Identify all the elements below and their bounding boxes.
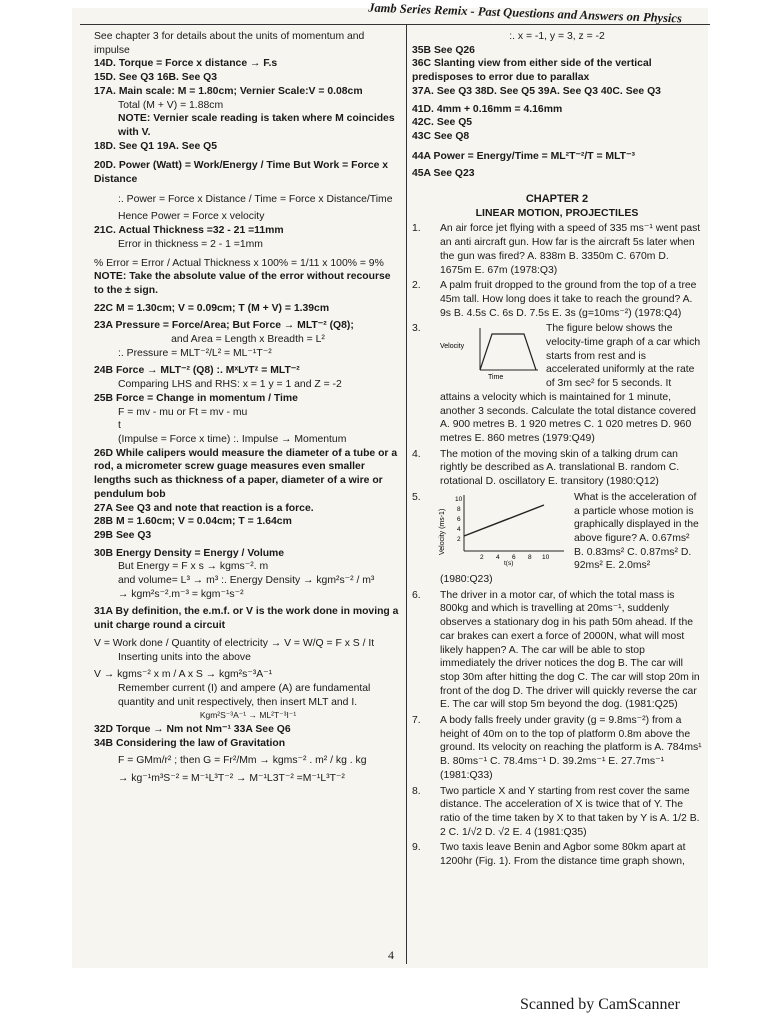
question-item: [412, 322, 702, 445]
answer-line: 35B See Q26: [412, 44, 475, 56]
answer-line: But Energy = F x s → kgms⁻². m: [118, 561, 269, 573]
fig5-ytick: 6: [457, 515, 461, 523]
question-text: Two particle X and Y starting from rest cover the same distance. The acceleration of X is twice that of Y. The ratio of the time taken by X to that taken by Y is A. 1/2 B. 2 C. 1/√2 D. √2 E. 4 (1981:Q35): [440, 785, 700, 838]
answer-line: Error in thickness = 2 - 1 =1mm: [118, 238, 263, 250]
answer-line: 36C Slanting view from either side of the vertical predisposes to error due to parallax: [412, 58, 652, 84]
answer-line: → kg⁻¹m³S⁻² = M⁻¹L³T⁻² → M⁻¹L3T⁻² =M⁻¹L³T⁻²: [118, 773, 345, 785]
answer-line: t: [118, 420, 121, 432]
velocity-graph-figure: [440, 491, 568, 565]
answer-line: (Impulse = Force x time) :. Impulse → Momentum: [118, 433, 347, 445]
question-text: An air force jet flying with a speed of 335 ms⁻¹ went past an anti aircraft gun. How far is the aircraft 5s later when the gun was fired? A. 838m B. 3350m C. 670m D. 1675m E. 67m (1978:Q3): [440, 223, 701, 276]
fig5-ytick: 2: [457, 535, 461, 543]
fig5-xtick: 10: [542, 553, 550, 561]
answer-line: 15D. See Q3 16B. See Q3: [94, 72, 218, 84]
question-number: 9.: [412, 842, 421, 854]
answer-line: 29B See Q3: [94, 529, 152, 541]
fig3-ylabel: Velocity: [440, 343, 465, 351]
question-item: [412, 279, 702, 320]
answer-line: 17A. Main scale: M = 1.80cm; Vernier Scale:V = 0.08cm: [94, 85, 363, 97]
answer-line: 20D. Power (Watt) = Work/Energy / Time But Work = Force x Distance: [94, 160, 389, 186]
question-number: 8.: [412, 785, 421, 797]
answer-line: :. x = -1, y = 3, z = -2: [509, 31, 605, 42]
question-body: [440, 322, 702, 445]
answer-line: 45A See Q23: [412, 168, 475, 180]
answer-line: Inserting units into the above: [118, 651, 251, 663]
answer-line: 21C. Actual Thickness =32 - 21 =11mm: [94, 225, 284, 237]
fig5-ytick: 4: [457, 525, 461, 533]
question-body: [440, 491, 702, 587]
question-number: 6.: [412, 589, 421, 601]
answer-line: 14D. Torque = Force x distance → F.s: [94, 58, 278, 70]
fig5-ylabel: Velocity (ms-1): [439, 508, 446, 555]
answer-line: 28B M = 1.60cm; V = 0.04cm; T = 1.64cm: [94, 516, 292, 528]
answer-line: V = Work done / Quantity of electricity → V = W/Q = F x S / It: [94, 637, 375, 649]
answer-line: 32D Torque → Nm not Nm⁻¹ 33A See Q6: [94, 724, 291, 736]
fig5-xlabel: t(s): [504, 559, 514, 567]
question-text: The figure below shows the velocity-time graph of a car which starts from rest and is accelerated uniformly at the rate of 3m sec² for 5 seconds. It attains a velocity which is maintained for 1 minute, another 3 seconds. Calculate the total distance covered A. 900 metres B. 1 920 metres C. 1 020 metres D. 960 metres E. 860 metres (1979:Q49): [440, 323, 701, 444]
header-rule: [80, 24, 710, 25]
answer-line: 25B Force = Change in momentum / Time: [94, 392, 298, 404]
question-number: 1.: [412, 223, 421, 235]
answer-line: 34B Considering the law of Gravitation: [94, 737, 286, 749]
question-number: 3.: [412, 323, 421, 335]
fig5-ytick: 10: [455, 495, 463, 503]
fig5-ytick: 8: [457, 505, 461, 513]
answer-line: 37A. See Q3 38D. See Q5 39A. See Q3 40C. See Q3: [412, 85, 661, 97]
answer-line: See chapter 3 for details about the units of momentum and impulse: [94, 31, 365, 56]
scanner-watermark: Scanned by CamScanner: [520, 996, 680, 1013]
question-item: [412, 491, 702, 587]
fig5-xtick: 4: [496, 553, 500, 561]
answer-line: F = GMm/r² ; then G = Fr²/Mm → kgms⁻² . m² / kg . kg: [118, 755, 367, 767]
answer-line: 18D. See Q1 19A. See Q5: [94, 140, 218, 152]
question-item: [412, 589, 702, 712]
answer-line: 22C M = 1.30cm; V = 0.09cm; T (M + V) = 1.39cm: [94, 302, 330, 314]
left-column: [94, 30, 402, 786]
answer-line: 27A See Q3 and note that reaction is a force.: [94, 502, 314, 514]
answer-line: Hence Power = Force x velocity: [118, 211, 265, 223]
chapter-heading: CHAPTER 2: [525, 193, 589, 206]
right-column: [412, 30, 702, 869]
answer-line: :. Power = Force x Distance / Time = Force x Distance/Time: [118, 193, 393, 205]
answer-line: F = mv - mu or Ft = mv - mu: [118, 406, 248, 418]
answer-line: V → kgms⁻² x m / A x S → kgm²s⁻³A⁻¹: [94, 669, 273, 681]
answer-line: 26D While calipers would measure the diameter of a tube or a rod, a micrometer screw guage measures even smaller lengths such as thickness of a paper, diameter of a wire or pendulum bob: [94, 447, 398, 500]
fig5-xtick: 2: [480, 553, 484, 561]
answer-line: 24B Force → MLT⁻² (Q8) :. MˣLʸTᶻ = MLT⁻²: [94, 365, 300, 377]
velocity-time-figure: [440, 322, 540, 380]
answer-line: and volume= L³ → m³ :. Energy Density → kgm²s⁻² / m³: [118, 575, 375, 587]
answer-line: :. Pressure = MLT⁻²/L² = ML⁻¹T⁻²: [118, 347, 272, 359]
answer-line: Remember current (I) and ampere (A) are fundamental quantity and unit respectively, then insert MLT and I.: [118, 682, 371, 708]
answer-line: Comparing LHS and RHS: x = 1 y = 1 and Z = -2: [118, 379, 342, 391]
answer-line: 31A By definition, the e.m.f. or V is the work done in moving a unit charge round a circuit: [94, 606, 399, 632]
fig3-xlabel: Time: [488, 374, 504, 382]
question-item: [412, 222, 702, 277]
question-number: 5.: [412, 491, 421, 503]
question-item: [412, 785, 702, 840]
question-text: The motion of the moving skin of a talking drum can rightly be described as A. translational B. random C. rotational D. oscillatory E. transitory (1980:Q12): [440, 448, 680, 488]
answer-note: NOTE: Take the absolute value of the error without recourse to the ± sign.: [94, 271, 391, 296]
question-text: Two taxis leave Benin and Agbor some 80km apart at 1200hr (Fig. 1). From the distance time graph shown,: [440, 842, 686, 868]
answer-line: % Error = Error / Actual Thickness x 100% = 1/11 x 100% = 9%: [94, 257, 384, 269]
running-header: Jamb Series Remix - Past Questions and Answers on Physics: [367, 0, 683, 26]
question-text: A body falls freely under gravity (g = 9.8ms⁻²) from a height of 40m on to the top of platform 0.8m above the ground. Its velocity on reaching the platform is A. 784ms¹ B. 80ms⁻¹ C. 78.4ms⁻¹ D. 39.2ms⁻¹ E. 27.7ms⁻¹ (1981:Q33): [440, 715, 702, 781]
question-number: 4.: [412, 448, 421, 460]
question-number: 2.: [412, 280, 421, 292]
answer-line: Total (M + V) = 1.88cm: [118, 99, 224, 111]
page-number: 4: [388, 948, 394, 962]
answer-line: 23A Pressure = Force/Area; But Force → MLT⁻² (Q8);: [94, 320, 354, 332]
answer-line: 41D. 4mm + 0.16mm = 4.16mm: [412, 103, 563, 115]
answer-note: NOTE: Vernier scale reading is taken where M coincides with V.: [118, 113, 395, 138]
fig5-xtick: 6: [512, 553, 516, 561]
question-text: The driver in a motor car, of which the total mass is 800kg and which is travelling at 20ms⁻¹, suddenly observes a stationary dog in his path 50m ahead. If the car brakes can exert a force of 2000N, what will most likely happen? A. The car will be able to stop immediately the driver notices the dog B. The car will stop 30m after hitting the dog C. The car will stop 20m in front of the dog D. The driver will quickly reverse the car E. The car will stop 5m beyond the dog. (1981:Q25): [440, 589, 700, 711]
question-item: [412, 448, 702, 489]
question-number: 7.: [412, 715, 421, 727]
answer-line: 44A Power = Energy/Time = ML²T⁻²/T = MLT⁻³: [412, 150, 635, 162]
answer-line: Kgm²S⁻³A⁻¹ → ML²T⁻³I⁻¹: [199, 710, 297, 721]
chapter-title: LINEAR MOTION, PROJECTILES: [475, 206, 639, 219]
column-divider: [406, 24, 407, 964]
question-text: What is the acceleration of a particle whose motion is graphically displayed in the above figure? A. 0.67ms² B. 0.83ms² C. 0.87ms² D. 92ms² E. 2.0ms² (1980:Q23): [440, 491, 699, 586]
answer-line: and Area = Length x Breadth = L²: [171, 334, 325, 346]
answer-line: → kgm²s⁻².m⁻³ = kgm⁻¹s⁻²: [118, 588, 244, 600]
question-item: [412, 841, 702, 868]
answer-line: 42C. See Q5: [412, 117, 473, 129]
answer-line: 30B Energy Density = Energy / Volume: [94, 547, 285, 559]
fig5-xtick: 8: [528, 553, 532, 561]
question-item: [412, 714, 702, 783]
answer-line: 43C See Q8: [412, 130, 470, 142]
question-text: A palm fruit dropped to the ground from the top of a tree 45m tall. How long does it take to reach the ground? A. 9s B. 4.5s C. 6s D. 7.5s E. 3s (g=10ms⁻²) (1978:Q4): [440, 280, 697, 319]
